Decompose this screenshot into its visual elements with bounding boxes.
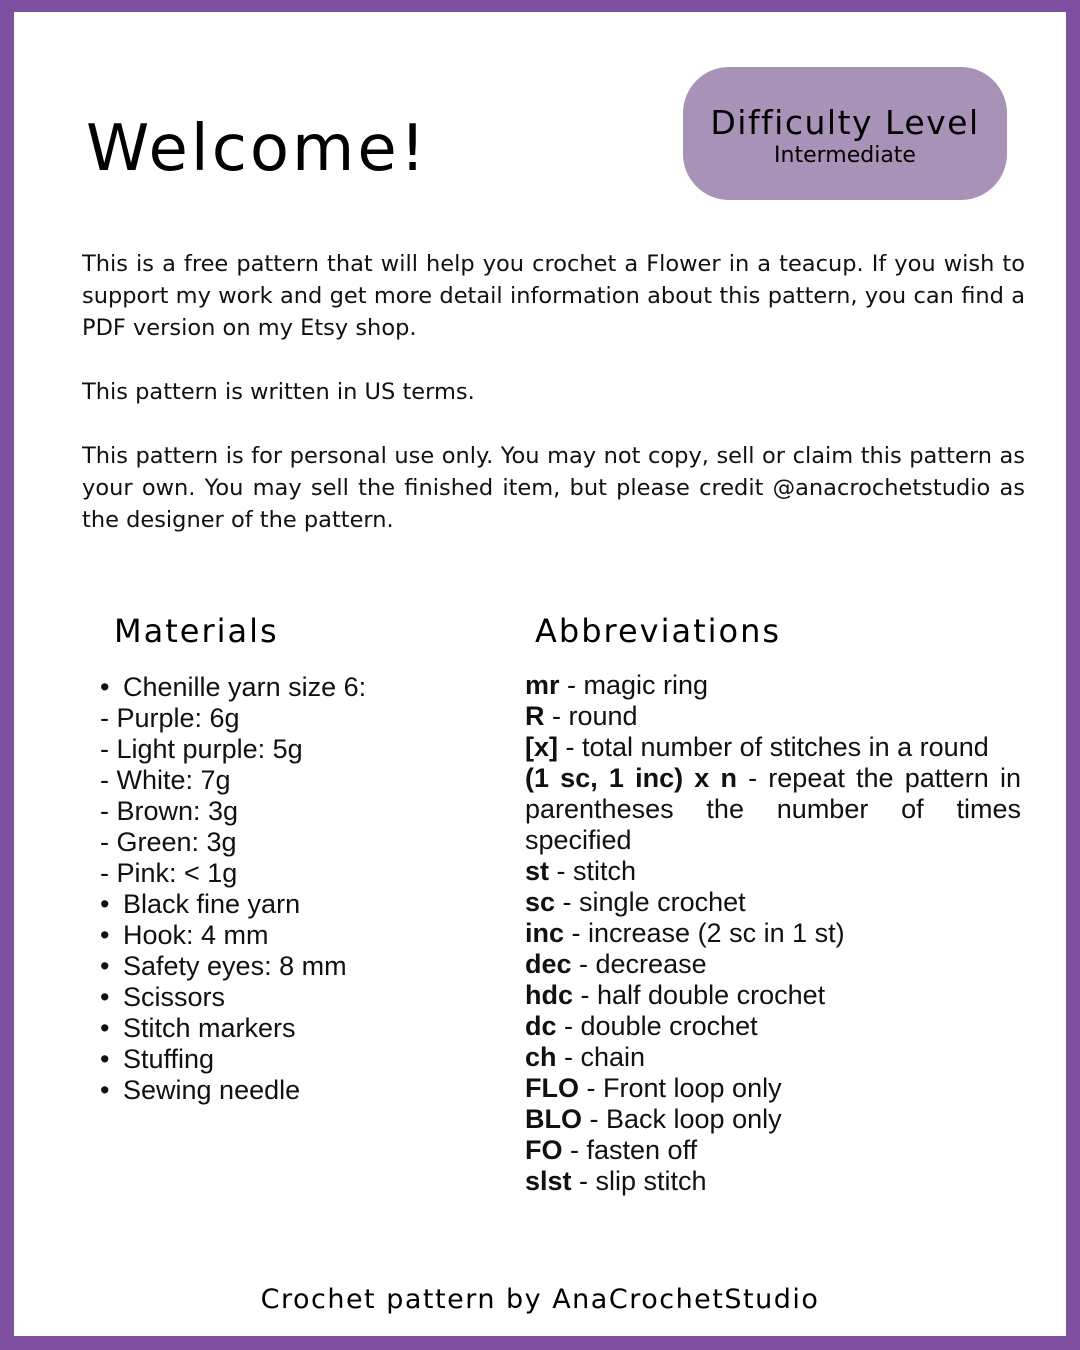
abbreviation-row (525, 980, 1021, 1011)
abbreviation-desc: - fasten off (562, 1135, 698, 1165)
abbreviations-list (525, 670, 1021, 1197)
list-item: • Hook: 4 mm (100, 920, 500, 951)
abbreviation-term: dec (525, 949, 572, 979)
abbreviation-desc: - half double crochet (573, 980, 826, 1010)
abbreviation-term: ch (525, 1042, 557, 1072)
abbreviation-row (525, 1042, 1021, 1073)
abbreviation-desc: - round (544, 701, 638, 731)
yarn-colors-list (100, 703, 500, 889)
abbreviation-row (525, 701, 1021, 732)
abbreviation-term: inc (525, 918, 565, 948)
abbreviation-desc: - decrease (571, 949, 707, 979)
difficulty-badge (683, 67, 1007, 200)
abbreviation-term: R (525, 701, 545, 731)
list-item: - Green: 3g (100, 827, 237, 857)
abbreviation-desc: - magic ring (559, 670, 709, 700)
abbreviation-term: sc (525, 887, 556, 917)
abbreviation-desc: - slip stitch (571, 1166, 707, 1196)
abbreviation-term: slst (525, 1166, 572, 1196)
difficulty-value: Intermediate (774, 143, 916, 168)
abbreviation-term: [x] (525, 732, 558, 762)
list-item: - Brown: 3g (100, 796, 239, 826)
abbreviation-row (525, 763, 1021, 856)
abbreviation-desc: - single crochet (555, 887, 746, 917)
list-item: • Safety eyes: 8 mm (100, 951, 500, 982)
list-item: - Pink: < 1g (100, 858, 238, 888)
intro-paragraph: This pattern is written in US terms. (82, 379, 475, 405)
abbreviation-row (525, 670, 1021, 701)
list-item: • Sewing needle (100, 1075, 500, 1106)
abbreviations-heading: Abbreviations (535, 612, 782, 650)
abbreviation-row (525, 949, 1021, 980)
list-item: - White: 7g (100, 765, 231, 795)
abbreviation-desc: - total number of stitches in a round (558, 732, 989, 762)
abbreviation-desc: - double crochet (556, 1011, 758, 1041)
abbreviation-term: (1 sc, 1 inc) x n (525, 763, 737, 793)
abbreviation-row (525, 856, 1021, 887)
list-item: • Stitch markers (100, 1013, 500, 1044)
abbreviation-desc: - increase (2 sc in 1 st) (564, 918, 845, 948)
abbreviation-term: st (525, 856, 550, 886)
intro-paragraph: This pattern is for personal use only. You may not copy, sell or claim this pattern as your own. You may sell the finished item, but please credit @anacrochetstudio as the designer of the pattern. (82, 443, 1025, 533)
abbreviation-row (525, 1166, 1021, 1197)
abbreviation-desc: - repeat the pattern in parentheses the number of times specified (525, 763, 1021, 855)
list-item: • Stuffing (100, 1044, 500, 1075)
materials-list (100, 672, 500, 1106)
abbreviation-desc: - stitch (549, 856, 637, 886)
abbreviation-term: hdc (525, 980, 574, 1010)
list-item: • Scissors (100, 982, 500, 1013)
abbreviation-term: mr (525, 670, 560, 700)
abbreviation-row (525, 1011, 1021, 1042)
abbreviation-desc: - chain (556, 1042, 646, 1072)
abbreviation-row (525, 1073, 1021, 1104)
list-item: • Chenille yarn size 6: (100, 672, 500, 703)
abbreviation-term: FLO (525, 1073, 579, 1103)
page-title: Welcome! (86, 112, 429, 186)
footer-credit: Crochet pattern by AnaCrochetStudio (260, 1284, 820, 1315)
abbreviation-desc: - Front loop only (579, 1073, 782, 1103)
abbreviation-term: dc (525, 1011, 557, 1041)
list-item: • Black fine yarn (100, 889, 500, 920)
abbreviation-row (525, 1104, 1021, 1135)
abbreviation-term: BLO (525, 1104, 582, 1134)
abbreviation-desc: - Back loop only (582, 1104, 782, 1134)
list-item: - Purple: 6g (100, 703, 240, 733)
abbreviation-row (525, 1135, 1021, 1166)
abbreviation-row (525, 887, 1021, 918)
intro-paragraph: This is a free pattern that will help you crochet a Flower in a teacup. If you wish to support my work and get more detail information about this pattern, you can find a PDF version on my Etsy shop. (82, 251, 1025, 341)
pattern-page (14, 12, 1066, 1336)
abbreviation-row (525, 732, 1021, 763)
intro-text (82, 248, 1025, 568)
difficulty-label: Difficulty Level (710, 103, 980, 142)
list-item: - Light purple: 5g (100, 734, 303, 764)
materials-heading: Materials (114, 612, 279, 650)
abbreviation-row (525, 918, 1021, 949)
abbreviation-term: FO (525, 1135, 563, 1165)
